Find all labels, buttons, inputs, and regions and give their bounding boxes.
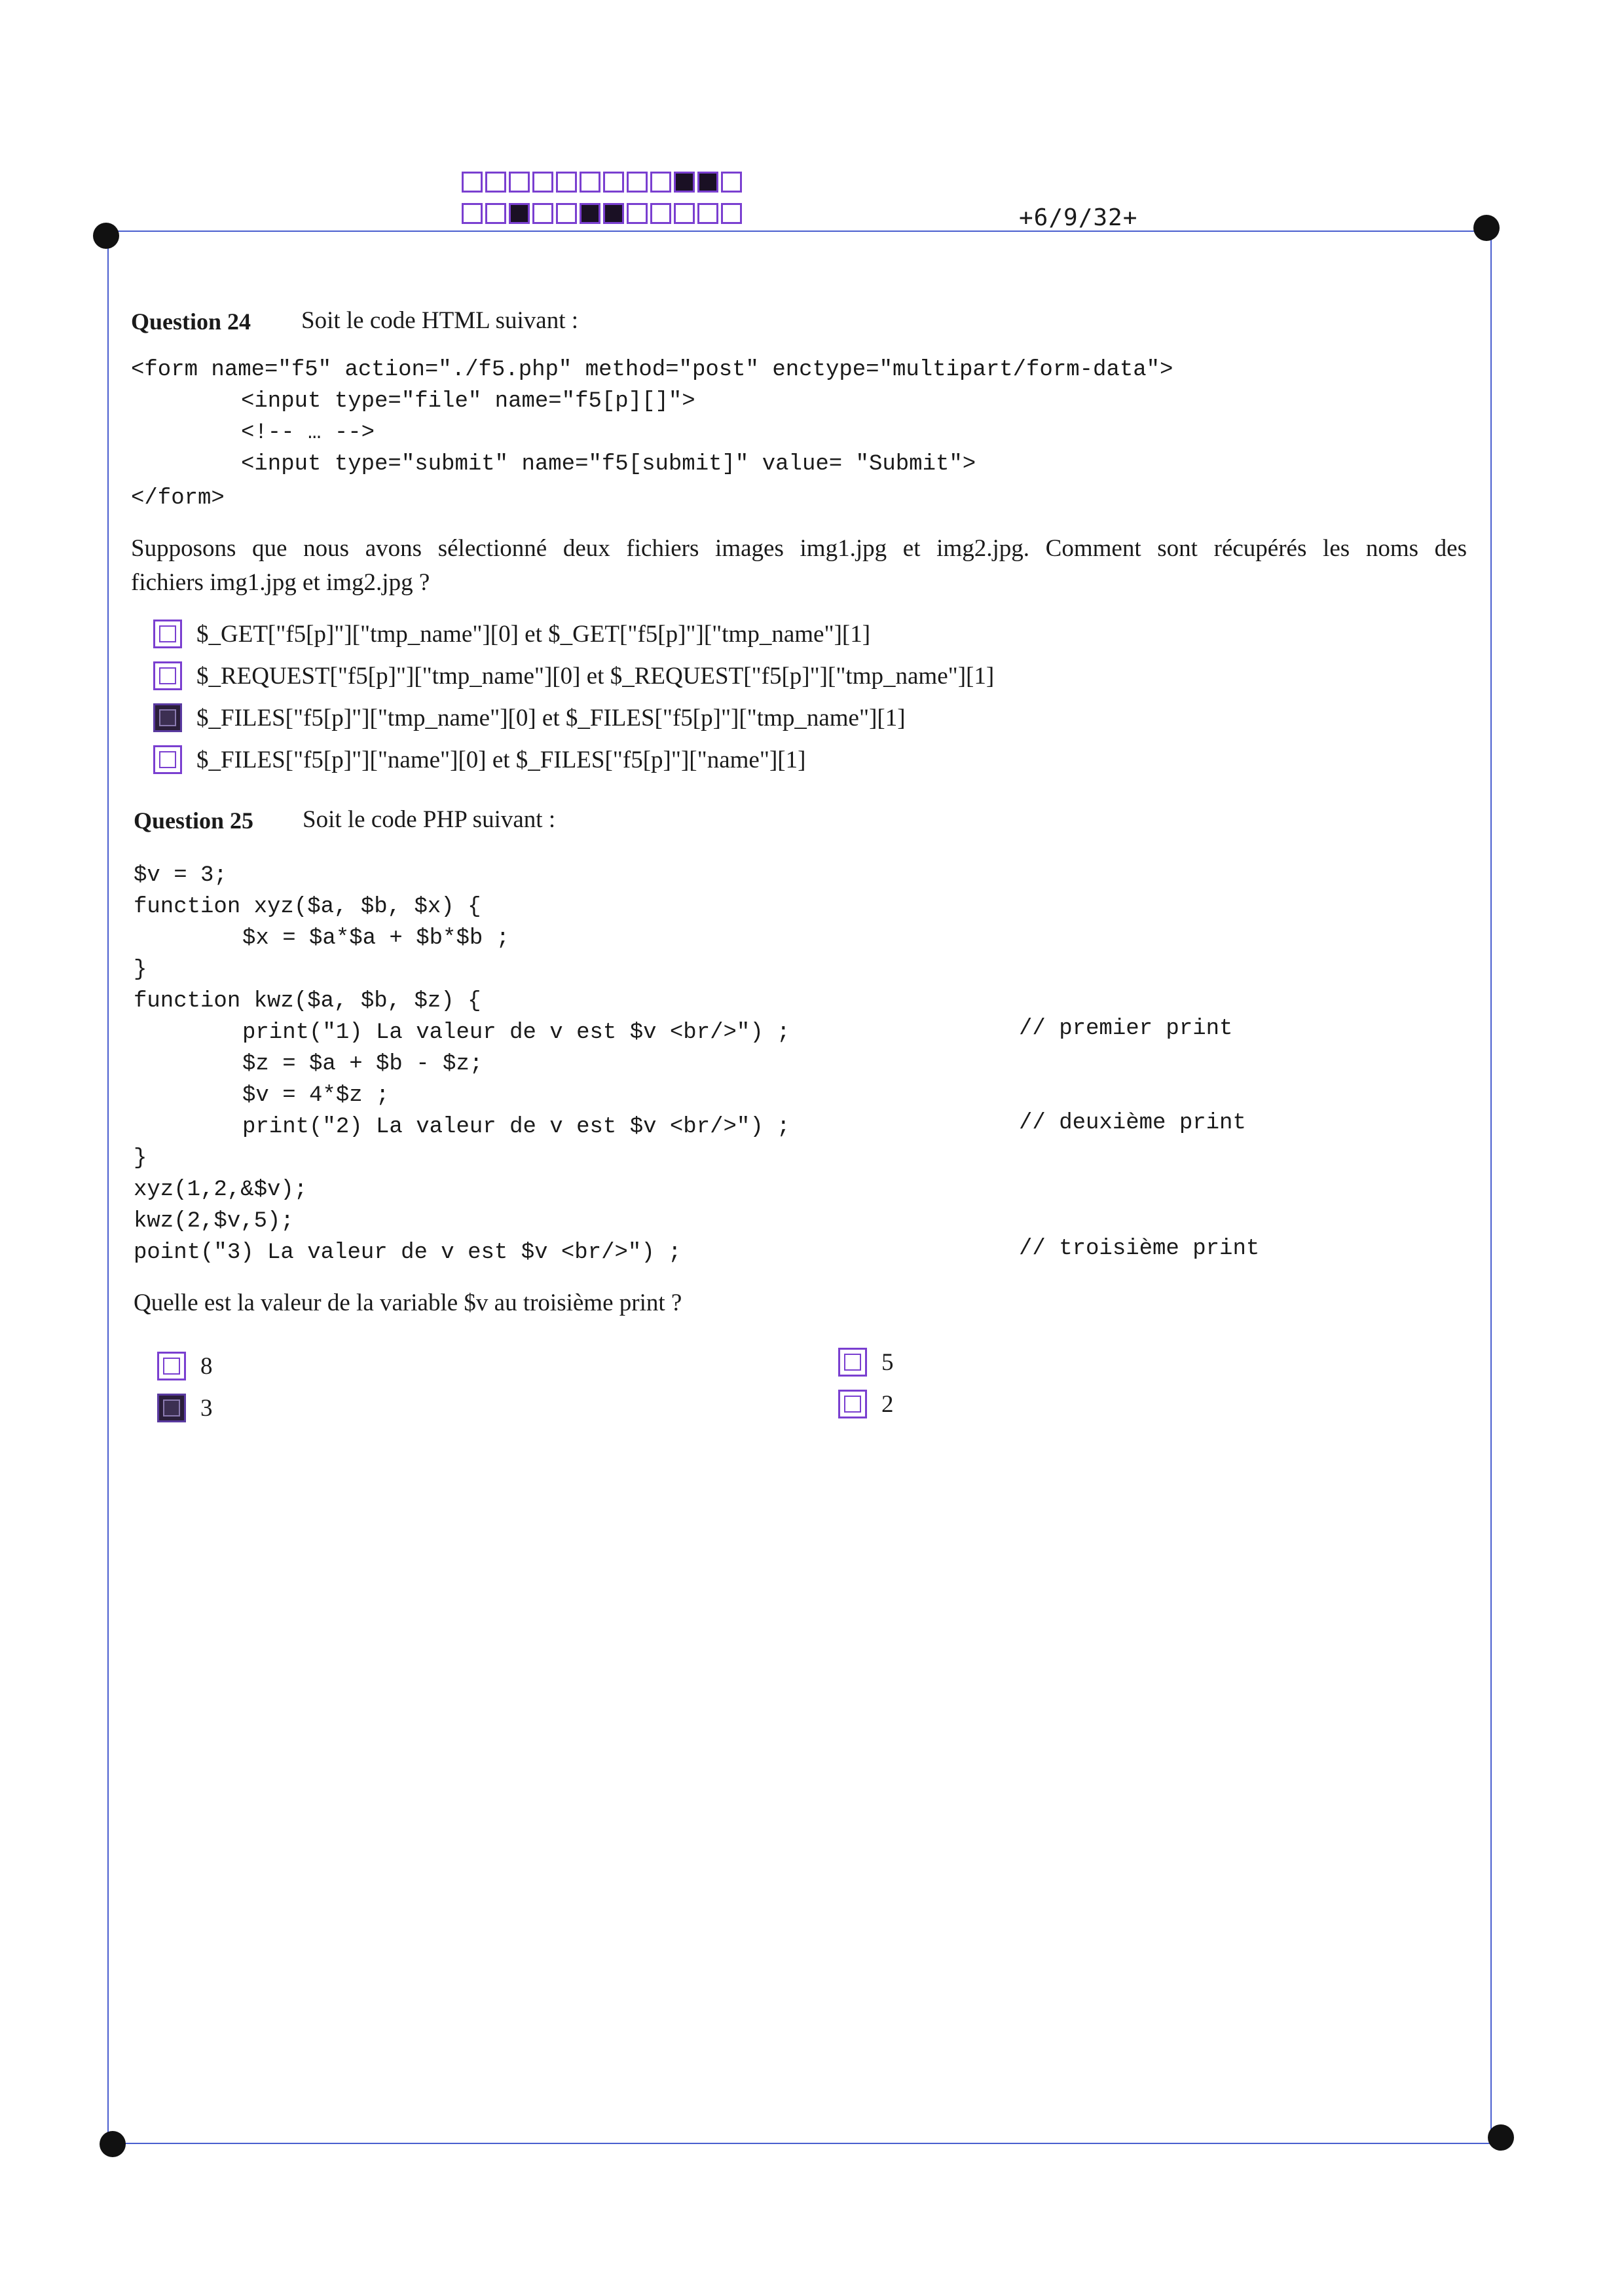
frame-top	[105, 231, 1485, 232]
q24-option-2-label: $_REQUEST["f5[p]"]["tmp_name"][0] et $_REQUEST["f5[p]"]["tmp_name"][1]	[196, 662, 995, 690]
q25-comment-1: // premier print	[1019, 1016, 1233, 1041]
id-code-box	[697, 203, 718, 224]
q25-option-2-checkbox[interactable]	[838, 1390, 867, 1418]
id-code-box	[650, 172, 671, 193]
id-code-box	[485, 203, 506, 224]
id-code-box	[556, 203, 577, 224]
q25-code-line-4: }	[134, 957, 147, 982]
frame-left	[107, 231, 109, 2143]
q25-code-line-1: $v = 3;	[134, 863, 227, 888]
q24-option-1-label: $_GET["f5[p]"]["tmp_name"][0] et $_GET["f5[p]"]["tmp_name"][1]	[196, 620, 871, 648]
q24-code-line-5: </form>	[131, 486, 225, 511]
q25-code-line-13: point("3) La valeur de v est $v <br/>") ;	[134, 1240, 682, 1265]
q24-option-3-label: $_FILES["f5[p]"]["tmp_name"][0] et $_FILES["f5[p]"]["tmp_name"][1]	[196, 704, 906, 731]
id-code-box	[462, 172, 483, 193]
q25-option-3[interactable]	[157, 1394, 213, 1422]
id-code-box	[532, 203, 553, 224]
q25-code-line-12: kwz(2,$v,5);	[134, 1209, 294, 1234]
q25-comment-3: // troisième print	[1019, 1236, 1260, 1261]
id-code-box	[485, 172, 506, 193]
q24-option-2-checkbox[interactable]	[153, 661, 182, 690]
q25-option-8-checkbox[interactable]	[157, 1352, 186, 1380]
q25-option-2-label: 2	[881, 1390, 894, 1418]
q25-code-line-3: $x = $a*$a + $b*$b ;	[242, 926, 510, 951]
q25-code-line-7: $z = $a + $b - $z;	[242, 1052, 483, 1077]
id-code-box	[580, 203, 600, 224]
corner-mark-bottom-left	[100, 2131, 126, 2157]
q24-code-line-3: <!-- … -->	[241, 420, 375, 445]
q24-option-4[interactable]	[153, 745, 805, 774]
q25-code-line-10: }	[134, 1146, 147, 1171]
id-code-box	[721, 203, 742, 224]
corner-mark-bottom-right	[1488, 2124, 1514, 2151]
question-24-text-line-2: fichiers img1.jpg et img2.jpg ?	[131, 569, 430, 596]
question-24-intro: Soit le code HTML suivant :	[301, 307, 579, 334]
id-code-box	[509, 203, 530, 224]
frame-right	[1490, 231, 1492, 2143]
id-code-row-2	[462, 203, 742, 224]
id-code-box	[674, 172, 695, 193]
id-code-box	[580, 172, 600, 193]
id-code-box	[509, 172, 530, 193]
q25-code-line-8: $v = 4*$z ;	[242, 1083, 390, 1108]
id-code-box	[532, 172, 553, 193]
id-code-row-1	[462, 172, 742, 193]
q24-option-4-checkbox[interactable]	[153, 745, 182, 774]
q25-option-3-label: 3	[200, 1394, 213, 1422]
id-code-box	[462, 203, 483, 224]
corner-mark-top-right	[1473, 215, 1500, 241]
frame-bottom	[113, 2143, 1494, 2144]
id-code-box	[721, 172, 742, 193]
id-code-box	[627, 203, 648, 224]
question-25-text: Quelle est la valeur de la variable $v au troisième print ?	[134, 1289, 682, 1316]
q24-option-3-checkbox-checked[interactable]	[153, 703, 182, 732]
q24-option-3[interactable]	[153, 703, 906, 732]
q25-option-5-label: 5	[881, 1348, 894, 1376]
id-code-box	[697, 172, 718, 193]
question-24-text-line-1: Supposons que nous avons sélectionné deux fichiers images img1.jpg et img2.jpg. Comment sont récupérés les noms des	[131, 535, 1467, 562]
q25-option-8[interactable]	[157, 1352, 213, 1380]
q24-option-2[interactable]	[153, 661, 994, 690]
q24-code-line-2: <input type="file" name="f5[p][]">	[241, 389, 695, 414]
question-25-title: Question 25	[134, 807, 254, 834]
q25-code-line-9: print("2) La valeur de v est $v <br/>") ;	[242, 1115, 790, 1139]
id-code-box	[556, 172, 577, 193]
q24-option-1[interactable]	[153, 620, 870, 648]
q25-code-line-11: xyz(1,2,&$v);	[134, 1177, 308, 1202]
q25-comment-2: // deuxième print	[1019, 1111, 1246, 1136]
q24-option-4-label: $_FILES["f5[p]"]["name"][0] et $_FILES["f5[p]"]["name"][1]	[196, 746, 806, 773]
question-24-title: Question 24	[131, 308, 251, 335]
q24-code-line-1: <form name="f5" action="./f5.php" method="post" enctype="multipart/form-data">	[131, 358, 1173, 382]
q25-option-2[interactable]	[838, 1390, 894, 1418]
q24-code-line-4: <input type="submit" name="f5[submit]" value= "Submit">	[241, 452, 976, 477]
q25-option-8-label: 8	[200, 1352, 213, 1380]
id-code-box	[674, 203, 695, 224]
page-id: +6/9/32+	[1019, 204, 1138, 231]
question-25-intro: Soit le code PHP suivant :	[303, 806, 556, 833]
id-code-box	[603, 172, 624, 193]
id-code-box	[603, 203, 624, 224]
q25-code-line-5: function kwz($a, $b, $z) {	[134, 989, 481, 1014]
id-code-box	[650, 203, 671, 224]
q25-option-5-checkbox[interactable]	[838, 1348, 867, 1377]
q25-code-line-2: function xyz($a, $b, $x) {	[134, 895, 481, 919]
q25-option-5[interactable]	[838, 1348, 894, 1377]
q25-code-line-6: print("1) La valeur de v est $v <br/>") ;	[242, 1020, 790, 1045]
q25-option-3-checkbox-checked[interactable]	[157, 1394, 186, 1422]
id-code-box	[627, 172, 648, 193]
q24-option-1-checkbox[interactable]	[153, 620, 182, 648]
corner-mark-top-left	[93, 223, 119, 249]
